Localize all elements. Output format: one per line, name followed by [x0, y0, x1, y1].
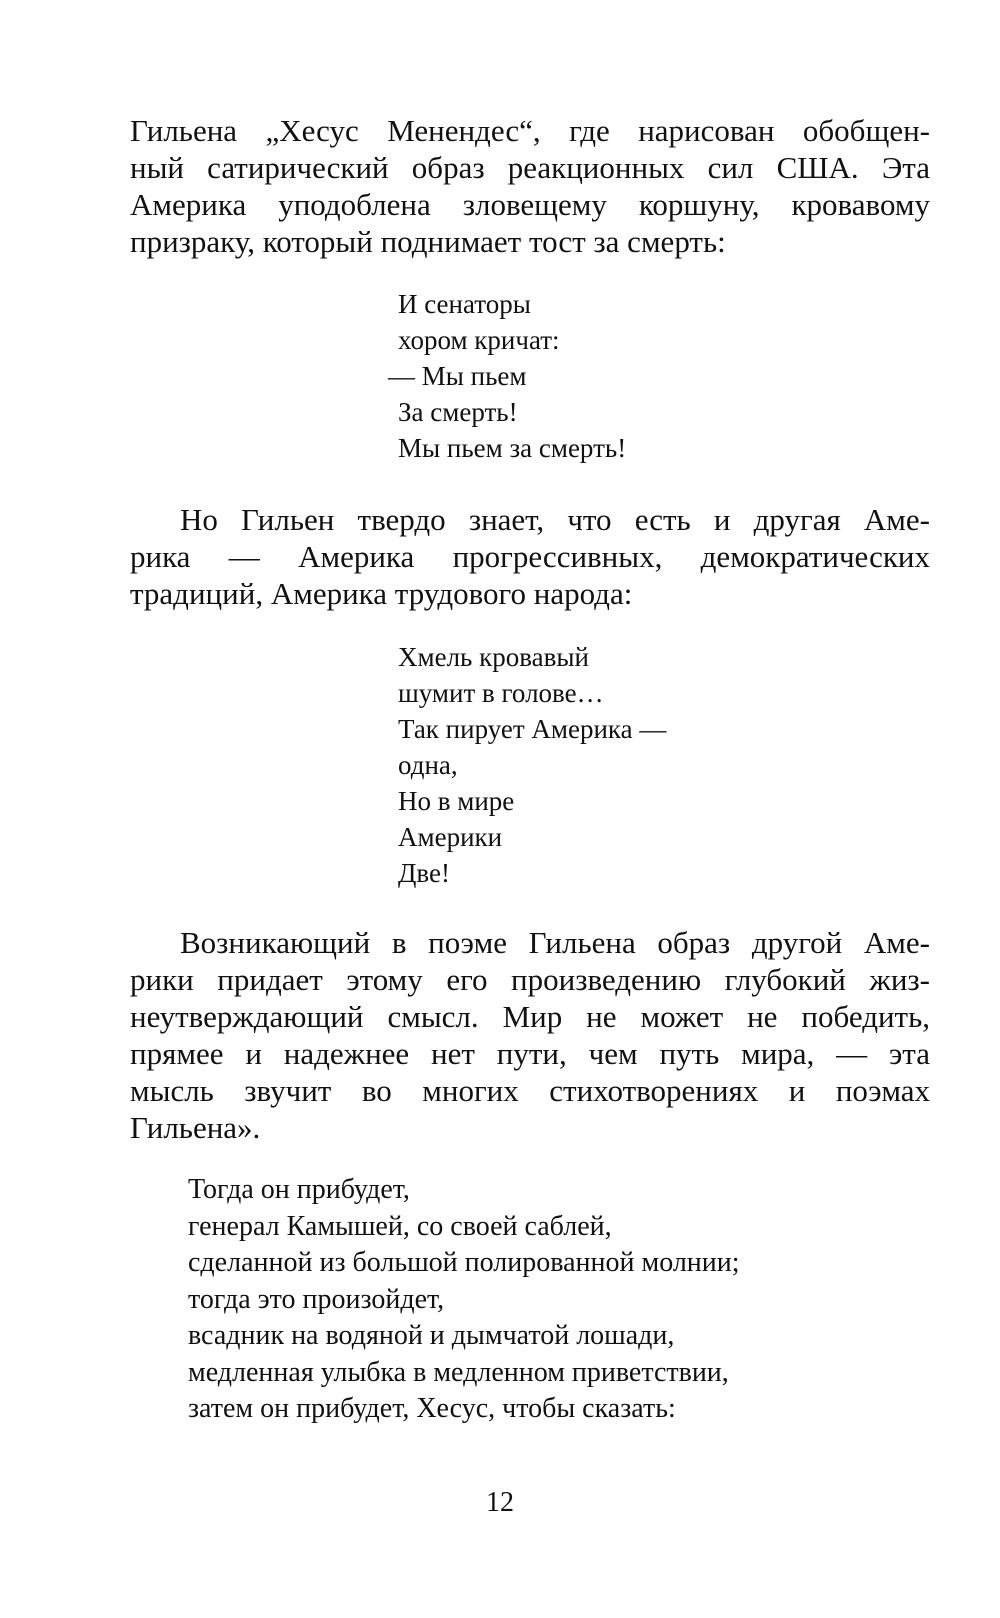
paragraph-3-line: Гильена».: [130, 1110, 261, 1145]
verse-2-line: Америки: [398, 822, 503, 852]
paragraph-3-line: рики придает этому его произведению глубокий жиз-: [130, 962, 930, 997]
verse-1: [388, 286, 627, 466]
verse-1-line: За смерть!: [398, 397, 518, 427]
paragraph-3: [130, 924, 930, 1146]
verse-3-line: затем он прибудет, Хесус, чтобы сказать:: [188, 1393, 676, 1424]
paragraph-2: [130, 501, 930, 612]
paragraph-2-line: рика — Америка прогрессивных, демократических: [130, 539, 930, 574]
verse-2-line: шумит в голове…: [398, 678, 604, 708]
verse-2-line: Хмель кровавый: [398, 642, 589, 672]
verse-2-line: Так пирует Америка —: [398, 714, 667, 744]
verse-1-line: И сенаторы: [398, 289, 531, 319]
paragraph-1-line: Гильена „Хесус Менендес“, где нарисован обобщен-: [130, 113, 930, 148]
verse-3-line: генерал Камышей, со своей саблей,: [188, 1210, 612, 1242]
verse-2-line: Но в мире: [398, 786, 515, 816]
verse-2-line: одна,: [398, 750, 458, 780]
verse-3-line: всадник на водяной и дымчатой лошади,: [188, 1320, 675, 1351]
paragraph-3-line: Возникающий в поэме Гильена образ другой Аме-: [180, 925, 930, 960]
paragraph-1-line: призраку, который поднимает тост за смерть:: [130, 224, 726, 259]
verse-1-line: — Мы пьем: [388, 361, 527, 391]
verse-1-line: Мы пьем за смерть!: [398, 433, 627, 463]
paragraph-1: [130, 112, 930, 260]
paragraph-3-line: прямее и надежнее нет пути, чем путь мира, — эта: [130, 1036, 930, 1071]
paragraph-1-line: ный сатирический образ реакционных сил США. Эта: [130, 150, 930, 185]
paragraph-3-line: мысль звучит во многих стихотворениях и поэмах: [130, 1073, 930, 1108]
verse-3-line: Тогда он прибудет,: [188, 1174, 410, 1205]
verse-3-line: тогда это произойдет,: [188, 1283, 445, 1315]
paragraph-3-line: неутверждающий смысл. Мир не может не победить,: [130, 999, 930, 1034]
verse-2-line: Две!: [398, 858, 450, 888]
verse-3-line: медленная улыбка в медленном приветствии,: [188, 1356, 729, 1388]
paragraph-2-line: традиций, Америка трудового народа:: [130, 576, 633, 611]
paragraph-2-line: Но Гильен твердо знает, что есть и другая Аме-: [180, 502, 930, 537]
paragraph-1-line: Америка уподоблена зловещему коршуну, кровавому: [130, 187, 930, 222]
page-number: 12: [486, 1487, 514, 1518]
verse-3-line: сделанной из большой полированной молнии;: [188, 1247, 740, 1278]
verse-1-line: хором кричат:: [398, 325, 560, 355]
verse-3: [188, 1172, 740, 1428]
verse-2: [398, 639, 666, 891]
